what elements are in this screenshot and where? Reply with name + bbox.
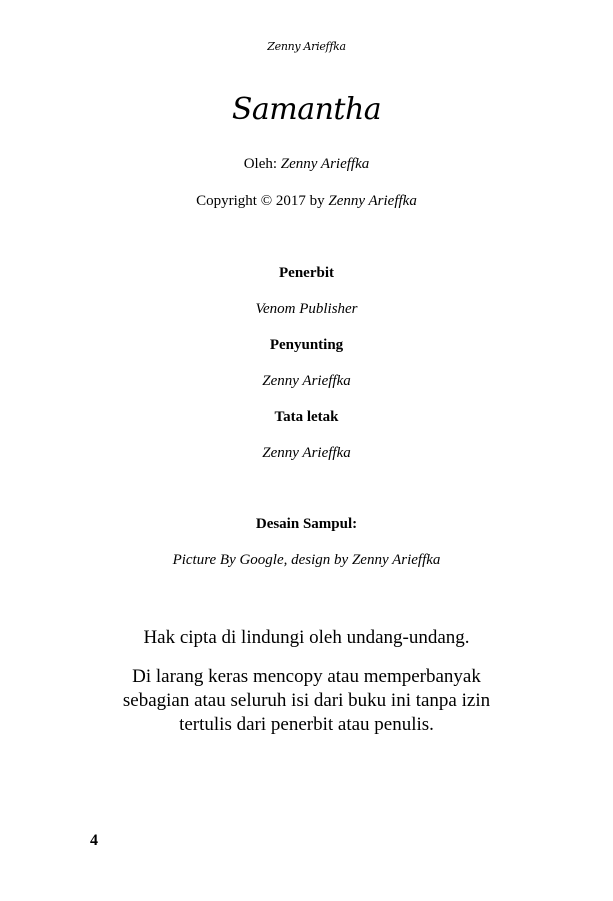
copyright-name: Zenny Arieffka — [328, 193, 417, 209]
author-name: Zenny Arieffka — [280, 156, 370, 172]
author-label: Oleh: — [243, 156, 278, 172]
copyright-text: Copyright © 2017 by — [196, 193, 325, 209]
publisher-value: Venom Publisher — [255, 301, 358, 317]
page-number: 4 — [90, 832, 98, 849]
copyright-line — [0, 193, 613, 210]
layout-value: Zenny Arieffka — [262, 445, 351, 461]
book-title: Samantha — [231, 92, 382, 127]
author-line — [0, 156, 613, 173]
editor-value: Zenny Arieffka — [262, 373, 351, 389]
running-header-author: Zenny Arieffka — [267, 40, 346, 53]
reproduction-notice: Di larang keras mencopy atau memperbanyak sebagian atau seluruh isi dari buku ini tanpa izin tertulis dari penerbit atau penulis. — [122, 666, 491, 735]
layout-label: Tata letak — [274, 409, 339, 425]
cover-design-value: Picture By Google, design by Zenny Arieffka — [172, 552, 441, 568]
publisher-label: Penerbit — [279, 265, 334, 281]
editor-label: Penyunting — [269, 337, 344, 353]
copyright-notice: Hak cipta di lindungi oleh undang-undang. — [143, 627, 470, 648]
cover-design-label: Desain Sampul: — [255, 516, 358, 532]
